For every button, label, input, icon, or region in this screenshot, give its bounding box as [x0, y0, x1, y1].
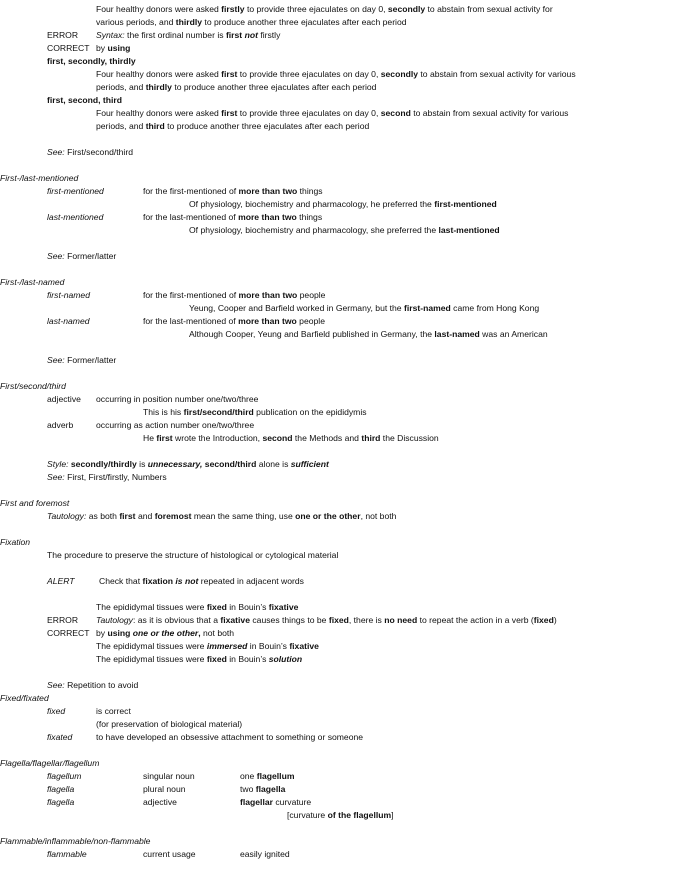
text-segment: came from Hong Kong	[450, 303, 540, 313]
text-segment: , not both	[360, 511, 397, 521]
text-segment: Former/latter	[64, 355, 117, 365]
text-segment: fixation	[142, 576, 174, 586]
text-line	[0, 277, 64, 288]
text-line	[96, 641, 319, 652]
text-segment: more than two	[238, 212, 297, 222]
text-segment: to abstain from sexual activity for various	[410, 108, 569, 118]
text-line	[47, 615, 78, 626]
text-segment: ERROR	[47, 615, 79, 625]
text-line	[47, 576, 75, 587]
text-segment: things	[297, 186, 323, 196]
text-segment: secondly	[387, 4, 426, 14]
text-segment: secondly/thirdly	[70, 459, 137, 469]
text-segment: adjective	[47, 394, 81, 404]
text-segment: Flagella/flagellar/flagellum	[0, 758, 100, 768]
text-segment: not	[244, 30, 258, 40]
text-segment: firstly	[257, 30, 281, 40]
text-line	[143, 186, 323, 197]
text-line	[96, 706, 131, 717]
text-segment: occurring in position number one/two/three	[96, 394, 259, 404]
text-segment: First and foremost	[0, 498, 70, 508]
text-segment: , there is	[348, 615, 385, 625]
text-line	[47, 797, 74, 808]
text-segment: second	[262, 433, 293, 443]
text-segment: Syntax:	[96, 30, 125, 40]
text-segment: ALERT	[47, 576, 75, 586]
text-segment: to abstain from sexual activity for various	[418, 69, 576, 79]
text-segment: fixated	[47, 732, 73, 742]
text-line	[47, 511, 396, 522]
text-segment: ,	[198, 628, 201, 638]
text-segment: curvature	[272, 797, 312, 807]
text-segment: flagellar	[240, 797, 273, 807]
text-segment: was an American	[479, 329, 548, 339]
text-segment: Fixed/fixated	[0, 693, 49, 703]
text-segment: foremost	[154, 511, 192, 521]
text-line	[96, 69, 576, 80]
text-segment: fixed	[533, 615, 554, 625]
text-line	[0, 498, 69, 509]
text-segment: Of physiology, biochemistry and pharmacology, he preferred the	[189, 199, 435, 209]
text-segment: in Bouin’s	[226, 602, 269, 612]
text-segment: flagella	[47, 784, 75, 794]
text-segment: first, secondly, thirdly	[47, 56, 136, 66]
text-segment: alone is	[256, 459, 291, 469]
text-segment: First/second/third	[0, 381, 66, 391]
text-segment: fixed	[47, 706, 66, 716]
text-segment: First/second/third	[64, 147, 133, 157]
text-line	[143, 797, 177, 808]
text-line	[47, 43, 90, 54]
text-line	[143, 849, 196, 860]
text-line	[47, 394, 81, 405]
text-line	[143, 316, 325, 327]
text-segment: using	[107, 43, 131, 53]
text-segment: last-mentioned	[47, 212, 104, 222]
text-segment: the first ordinal number is	[124, 30, 226, 40]
text-segment: : as it is obvious that a	[132, 615, 221, 625]
text-segment: and	[135, 511, 155, 521]
text-segment: flagella	[255, 784, 286, 794]
text-segment: Four healthy donors were asked	[96, 4, 222, 14]
text-line	[96, 4, 553, 15]
text-line	[47, 771, 81, 782]
text-segment: first	[225, 30, 243, 40]
text-segment: flagellum	[47, 771, 82, 781]
text-segment: is	[136, 459, 148, 469]
text-segment: first	[221, 69, 238, 79]
text-segment: flammable	[47, 849, 87, 859]
text-segment: as both	[86, 511, 120, 521]
text-line	[143, 433, 439, 444]
text-segment: Style:	[47, 459, 69, 469]
text-line	[143, 407, 367, 418]
text-segment: CORRECT	[47, 43, 90, 53]
text-segment: See:	[47, 472, 65, 482]
text-line	[96, 654, 302, 665]
text-segment: first-named	[47, 290, 90, 300]
text-segment: first-mentioned	[47, 186, 104, 196]
text-segment: This is his	[143, 407, 184, 417]
text-segment: publication on the epididymis	[253, 407, 367, 417]
text-segment: The epididymal tissues were	[96, 602, 207, 612]
text-segment: to provide three ejaculates on day 0,	[237, 69, 381, 79]
text-segment: First-/last-mentioned	[0, 173, 79, 183]
text-segment: sufficient	[290, 459, 329, 469]
text-segment: to produce another three ejaculates after each period	[202, 17, 407, 27]
text-segment: two	[240, 784, 256, 794]
text-segment: See:	[47, 680, 65, 690]
text-segment: plural noun	[143, 784, 186, 794]
text-segment: See:	[47, 147, 65, 157]
text-line	[189, 199, 497, 210]
text-segment: The epididymal tissues were	[96, 654, 207, 664]
text-segment: to provide three ejaculates on day 0,	[237, 108, 381, 118]
text-line	[96, 602, 298, 613]
text-line	[47, 732, 72, 743]
text-segment: in Bouin’s	[247, 641, 290, 651]
text-segment: )	[553, 615, 557, 625]
text-segment: fixed	[206, 602, 227, 612]
text-segment: more than two	[238, 290, 298, 300]
text-line	[143, 212, 322, 223]
text-line	[47, 56, 136, 67]
text-line	[96, 108, 568, 119]
text-segment: The epididymal tissues were	[96, 641, 207, 651]
text-segment: first	[221, 108, 238, 118]
text-line	[0, 836, 150, 847]
text-segment: current usage	[143, 849, 196, 859]
text-segment: for the first-mentioned of	[143, 290, 239, 300]
text-segment: by	[96, 628, 108, 638]
text-line	[47, 147, 133, 158]
text-line	[96, 628, 234, 639]
text-segment: Flammable/inflammable/non-flammable	[0, 836, 151, 846]
text-line	[96, 615, 557, 626]
text-segment: to produce another three ejaculates after each period	[164, 121, 370, 131]
text-segment: mean the same thing, use	[191, 511, 296, 521]
text-segment: unnecessary,	[147, 459, 203, 469]
text-segment: to repeat the action in a verb (	[417, 615, 534, 625]
text-segment: in Bouin’s	[226, 654, 269, 664]
text-segment: last-named	[47, 316, 90, 326]
text-line	[96, 17, 407, 28]
text-line	[47, 459, 329, 470]
text-segment: He	[143, 433, 157, 443]
text-segment: second	[380, 108, 411, 118]
text-segment: the Discussion	[380, 433, 439, 443]
text-line	[96, 394, 258, 405]
text-line	[240, 784, 285, 795]
text-segment: to produce another three ejaculates after each period	[171, 82, 377, 92]
text-segment: for the last-mentioned of	[143, 212, 239, 222]
text-segment: first/second/third	[183, 407, 254, 417]
text-segment: is not	[175, 576, 199, 586]
text-segment: third	[361, 433, 381, 443]
text-line	[143, 784, 186, 795]
text-segment: causes things to be	[250, 615, 329, 625]
text-line	[47, 186, 104, 197]
text-segment: various periods, and	[96, 17, 176, 27]
text-segment: fixed	[328, 615, 349, 625]
text-segment: last-mentioned	[438, 225, 500, 235]
text-segment: one or the other	[132, 628, 199, 638]
text-line	[47, 95, 122, 106]
text-segment: to have developed an obsessive attachment to something or someone	[96, 732, 364, 742]
text-segment: First, First/firstly, Numbers	[64, 472, 167, 482]
text-segment: things	[296, 212, 323, 222]
text-segment: singular noun	[143, 771, 195, 781]
text-segment: third	[145, 121, 165, 131]
text-segment: fixed	[206, 654, 227, 664]
text-segment: ]	[391, 810, 394, 820]
text-line	[47, 849, 87, 860]
text-line	[47, 680, 138, 691]
text-segment: first, second, third	[47, 95, 122, 105]
text-line	[96, 30, 280, 41]
text-segment: first	[156, 433, 173, 443]
text-segment: First-/last-named	[0, 277, 65, 287]
text-line	[189, 329, 548, 340]
text-segment: The procedure to preserve the structure of histological or cytological material	[47, 550, 339, 560]
text-line	[47, 30, 78, 41]
text-segment: Fixation	[0, 537, 31, 547]
text-line	[96, 732, 363, 743]
text-segment: occurring as action number one/two/three	[96, 420, 255, 430]
text-segment: of the flagellum	[327, 810, 392, 820]
text-line	[0, 173, 78, 184]
text-line	[0, 693, 49, 704]
text-segment: firstly	[221, 4, 245, 14]
text-line	[47, 550, 338, 561]
text-segment: not both	[200, 628, 235, 638]
text-segment: immersed	[206, 641, 248, 651]
text-segment: Although Cooper, Yeung and Barfield published in Germany, the	[189, 329, 435, 339]
text-segment: solution	[268, 654, 303, 664]
text-segment: Yeung, Cooper and Barfield worked in Germany, but the	[189, 303, 404, 313]
text-line	[96, 719, 242, 730]
text-segment: adjective	[143, 797, 177, 807]
text-line	[47, 251, 116, 262]
text-segment: people	[297, 290, 326, 300]
text-segment: secondly	[380, 69, 418, 79]
text-segment: one	[240, 771, 257, 781]
text-segment: periods, and	[96, 82, 146, 92]
text-line	[47, 420, 73, 431]
text-segment: repeated in adjacent words	[198, 576, 304, 586]
text-segment: second/third	[204, 459, 257, 469]
text-line	[189, 303, 539, 314]
text-line	[240, 849, 290, 860]
text-line	[47, 290, 90, 301]
text-line	[47, 472, 167, 483]
text-segment: [curvature	[287, 810, 328, 820]
text-segment: to abstain from sexual activity for	[425, 4, 553, 14]
text-line	[47, 316, 90, 327]
text-segment: Of physiology, biochemistry and pharmacology, she preferred the	[189, 225, 439, 235]
text-segment: first-named	[403, 303, 451, 313]
text-segment: wrote the Introduction,	[172, 433, 263, 443]
text-segment: first	[119, 511, 136, 521]
text-segment: is correct	[96, 706, 131, 716]
text-line	[99, 576, 304, 587]
text-line	[0, 758, 99, 769]
text-segment: the Methods and	[292, 433, 362, 443]
text-segment: one or the other	[295, 511, 361, 521]
text-line	[287, 810, 394, 821]
text-line	[47, 784, 74, 795]
text-segment: flagella	[47, 797, 75, 807]
text-segment: thirdly	[175, 17, 203, 27]
text-line	[189, 225, 500, 236]
text-segment: Check that	[99, 576, 143, 586]
text-segment: Four healthy donors were asked	[96, 69, 222, 79]
text-line	[143, 771, 195, 782]
text-segment: thirdly	[145, 82, 172, 92]
text-line	[143, 290, 325, 301]
text-segment: CORRECT	[47, 628, 90, 638]
text-segment: first-mentioned	[434, 199, 497, 209]
text-segment: by	[96, 43, 108, 53]
text-line	[240, 797, 311, 808]
text-line	[240, 771, 294, 782]
text-segment: easily ignited	[240, 849, 290, 859]
text-segment: more than two	[238, 316, 297, 326]
text-segment: more than two	[238, 186, 298, 196]
text-segment: using	[107, 628, 133, 638]
text-segment: periods, and	[96, 121, 146, 131]
text-line	[47, 355, 116, 366]
text-segment: See:	[47, 251, 65, 261]
text-line	[96, 420, 254, 431]
text-segment: (for preservation of biological material)	[96, 719, 243, 729]
text-line	[0, 537, 30, 548]
text-segment: no need	[384, 615, 418, 625]
text-segment: fixative	[289, 641, 319, 651]
text-segment: ERROR	[47, 30, 79, 40]
text-segment: to provide three ejaculates on day 0,	[244, 4, 388, 14]
text-line	[0, 381, 66, 392]
text-segment: flagellum	[256, 771, 295, 781]
text-line	[96, 121, 369, 132]
text-line	[47, 706, 65, 717]
text-segment: adverb	[47, 420, 74, 430]
text-segment: Four healthy donors were asked	[96, 108, 222, 118]
text-segment: Former/latter	[64, 251, 117, 261]
text-segment: people	[296, 316, 325, 326]
text-line	[96, 82, 376, 93]
text-segment: for the first-mentioned of	[143, 186, 239, 196]
text-line	[96, 43, 130, 54]
text-segment: last-named	[434, 329, 480, 339]
text-line	[47, 212, 103, 223]
text-segment: fixative	[268, 602, 299, 612]
text-segment: Tautology:	[47, 511, 87, 521]
text-segment: for the last-mentioned of	[143, 316, 239, 326]
text-segment: Repetition to avoid	[64, 680, 139, 690]
text-segment: Tautology	[96, 615, 133, 625]
text-segment: fixative	[220, 615, 250, 625]
text-segment: See:	[47, 355, 65, 365]
text-line	[47, 628, 90, 639]
